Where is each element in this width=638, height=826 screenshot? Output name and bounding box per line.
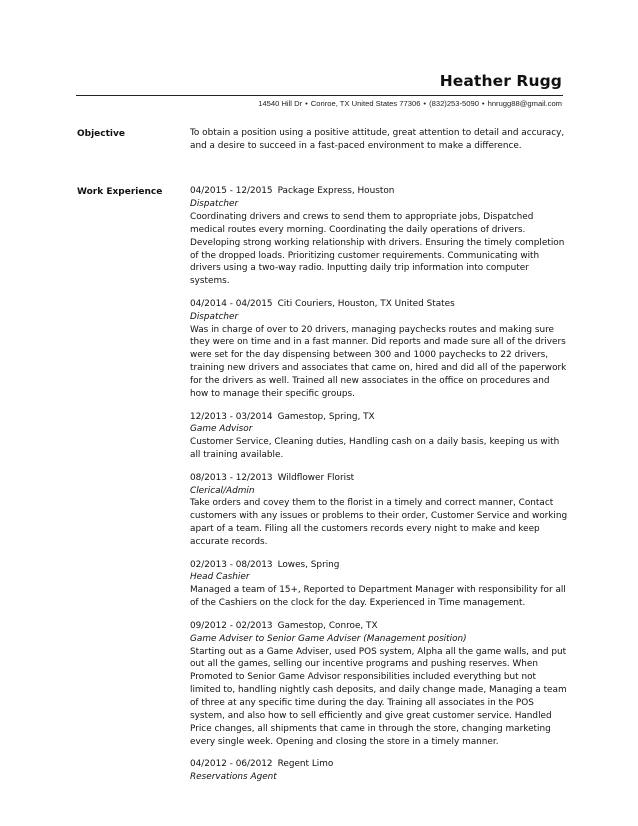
applicant-name: Heather Rugg <box>439 72 562 90</box>
job-description: Was in charge of over to 20 drivers, managing paychecks routes and making sure they were on time and in a fast manner. Did reports and made sure all of the drivers were set for the day dispensing between 300 and 1000 paychecks to 22 drivers, training new drivers and associates that came on, hired and did all of the paperwork for the drivers as well. Trained all new associates in the office on procedures and how to manage their specific groups. <box>190 324 567 400</box>
job-employer: Package Express, Houston <box>277 186 395 196</box>
job-employer: Wildflower Florist <box>277 472 355 483</box>
job-entry <box>190 559 568 611</box>
objective-text: To obtain a position using a positive attitude, great attention to detail and accuracy, and a desire to succeed in a fast-paced environment to make a difference. <box>190 128 565 151</box>
objective-section <box>190 127 568 153</box>
contact-address: 14540 Hill Dr <box>258 99 303 108</box>
job-entry <box>190 758 568 784</box>
job-description: Customer Service, Cleaning duties, Handling cash on a daily basis, keeping us with all training available. <box>190 437 560 461</box>
job-employer: Gamestop, Conroe, TX <box>277 620 378 631</box>
job-title: Reservations Agent <box>190 772 277 783</box>
job-employer: Lowes, Spring <box>277 559 340 570</box>
job-description: Starting out as a Game Adviser, used POS system, Alpha all the game walls, and put out all the games, selling our incentive programs and pushing reserves. When Promoted to Senior Game Advisor responsibilities included everything but not limited to, handling nightly cash deposits, and daily change made, Managing a team of three at any specific time during the day. Training all associates in the POS system, and also how to sell efficiently and give great customer service. Handled Price changes, all shipments that came in through the store, changing marketing every single week. Opening and closing the store in a timely manner. <box>190 646 567 747</box>
job-entry <box>190 472 568 549</box>
header-divider <box>76 95 563 96</box>
job-entry <box>190 298 568 401</box>
job-description: Coordinating drivers and crews to send them to appropriate jobs, Dispatched medical routes every morning. Coordinating the daily operations of drivers. Developing strong working relationship with drivers. Ensuring the timely completion of the dropped loads. Prioritizing customer requirements. Communicating with drivers using a two-way radio. Inputting daily trip information into computer systems. <box>190 211 565 287</box>
job-employer: Citi Couriers, Houston, TX United States <box>277 298 455 309</box>
job-header <box>190 298 568 311</box>
objective-label: Objective <box>77 129 125 139</box>
job-title: Dispatcher <box>190 311 239 322</box>
job-header <box>190 185 568 198</box>
job-employer: Regent Limo <box>277 759 334 770</box>
job-header <box>190 758 568 771</box>
job-title: Game Adviser to Senior Game Adviser (Management position) <box>190 633 467 644</box>
job-employer: Gamestop, Spring, TX <box>277 411 375 422</box>
job-title: Dispatcher <box>190 198 239 209</box>
contact-line <box>258 99 562 108</box>
job-dates: 04/2012 - 06/2012 <box>190 759 273 770</box>
work-experience-section <box>190 185 568 794</box>
job-dates: 02/2013 - 08/2013 <box>190 559 273 570</box>
contact-separator: • <box>481 99 485 108</box>
job-dates: 12/2013 - 03/2014 <box>190 411 273 422</box>
job-description: Managed a team of 15+, Reported to Department Manager with responsibility for all of the Cashiers on the clock for the day. Experienced in Time management. <box>190 585 566 609</box>
job-title: Game Advisor <box>190 424 253 435</box>
job-dates: 09/2012 - 02/2013 <box>190 620 273 631</box>
job-title: Head Cashier <box>190 572 250 583</box>
job-header <box>190 620 568 633</box>
job-title: Clerical/Admin <box>190 485 255 496</box>
job-dates: 04/2014 - 04/2015 <box>190 298 273 309</box>
job-dates: 08/2013 - 12/2013 <box>190 472 273 483</box>
job-header <box>190 472 568 485</box>
job-header <box>190 559 568 572</box>
contact-city: Conroe, TX United States 77306 <box>310 99 421 108</box>
contact-email: hnrugg88@gmail.com <box>487 99 562 108</box>
job-description: Take orders and covey them to the florist in a timely and correct manner, Contact customers with any issues or problems to their order, Customer Service and working apart of a team. Filing all the customers records every night to make and keep accurate records. <box>190 498 568 548</box>
job-header <box>190 411 568 424</box>
contact-separator: • <box>423 99 427 108</box>
job-entry <box>190 620 568 749</box>
work-experience-label: Work Experience <box>77 187 163 197</box>
contact-separator: • <box>305 99 308 108</box>
job-entry <box>190 185 568 288</box>
job-entry <box>190 411 568 463</box>
job-dates: 04/2015 - 12/2015 <box>190 186 273 196</box>
contact-phone: (832)253-5090 <box>429 99 479 108</box>
